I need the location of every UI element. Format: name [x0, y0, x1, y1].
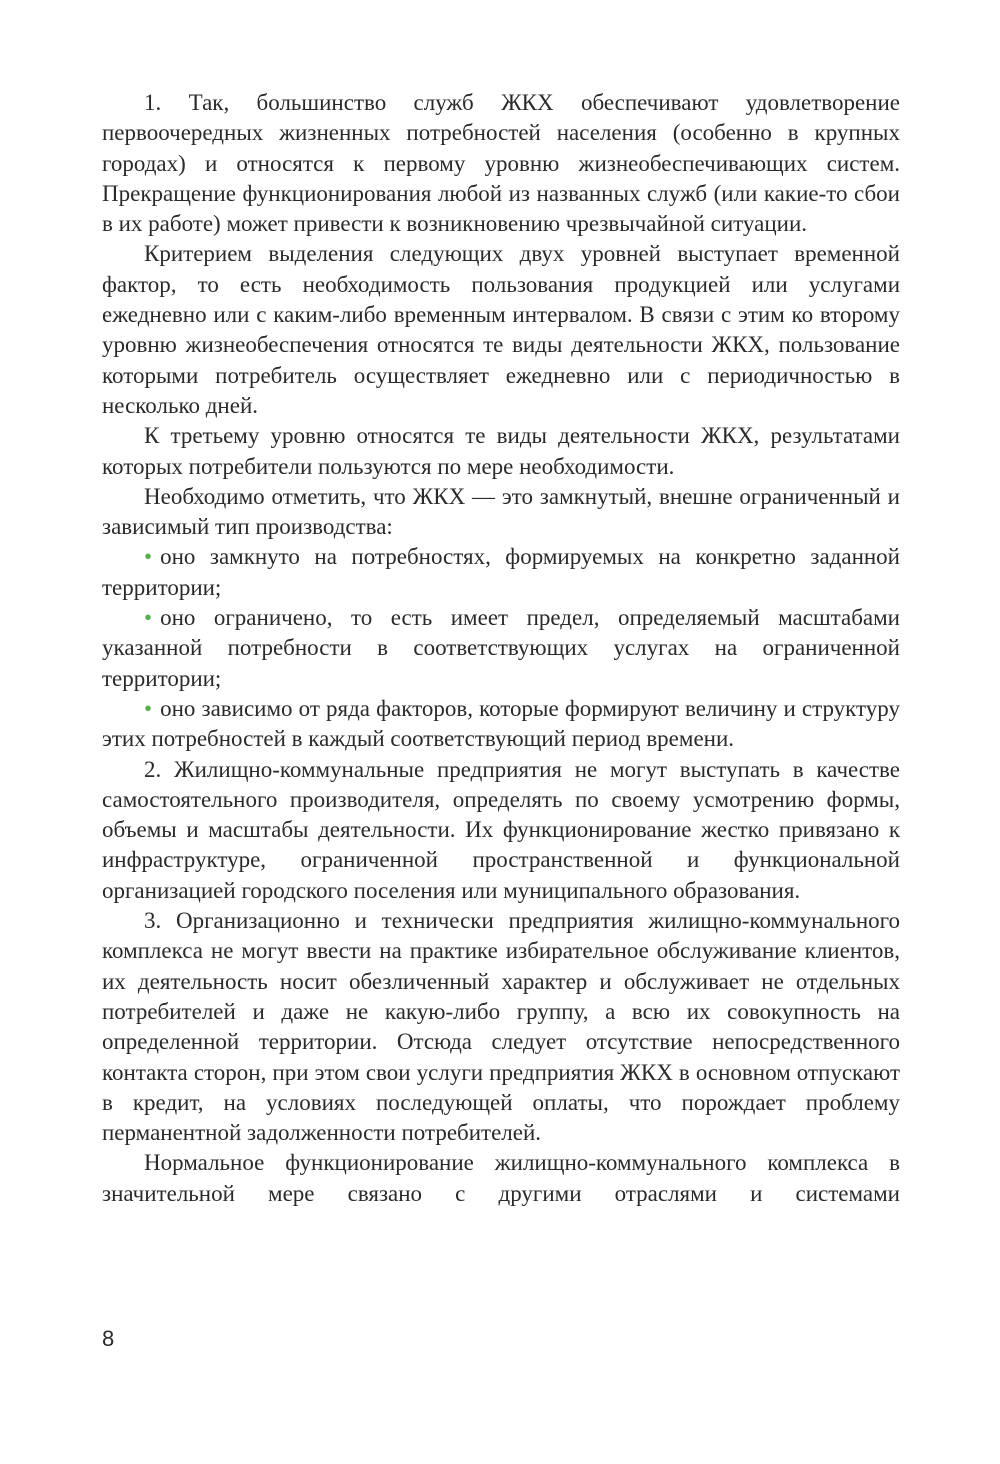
- bullet-icon: •: [144, 695, 153, 721]
- paragraph-2: Критерием выделения следующих двух уровней выступает временной фактор, то есть необходимость пользования продукцией или услугами ежедневно или с каким-либо временным интервалом. В связи с этим ко второму уровню жизнеобеспечения относятся те виды деятельности ЖКХ, пользование которыми потребитель осуществляет ежедневно или с периодичностью в несколько дней.: [102, 241, 900, 418]
- paragraph-5: 2. Жилищно-коммунальные предприятия не могут выступать в качестве самостоятельного производителя, определять по своему усмотрению формы, объемы и масштабы деятельности. Их функционирование жестко привязано к инфраструктуре, ограниченной пространственной и функциональной организацией городского поселения или муниципального образования.: [102, 756, 900, 903]
- paragraph-1: 1. Так, большинство служб ЖКХ обеспечивают удовлетворение первоочередных жизненных потребностей населения (особенно в крупных городах) и относятся к первому уровню жизнеобеспечивающих систем. Прекращение функционирования любой из названных служб (или какие-то сбои в их работе) может привести к возникновению чрезвычайной ситуации.: [102, 90, 900, 237]
- bullet-text-3: оно зависимо от ряда факторов, которые формируют величину и структуру этих потребностей в каждый соответствующий период времени.: [102, 695, 900, 752]
- paragraph-4: Необходимо отметить, что ЖКХ — это замкнутый, внешне ограниченный и зависимый тип производства:: [102, 483, 900, 540]
- bullet-item-1: [102, 542, 900, 603]
- body-text: [102, 88, 900, 1209]
- paragraph-3: К третьему уровню относятся те виды деятельности ЖКХ, результатами которых потребители пользуются по мере необходимости.: [102, 423, 900, 479]
- page-number: 8: [102, 1326, 115, 1351]
- bullet-icon: •: [144, 544, 153, 570]
- bullet-text-2: оно ограничено, то есть имеет предел, определяемый масштабами указанной потребности в соответствующих услугах на ограниченной территории;: [102, 605, 900, 691]
- paragraph-6: 3. Организационно и технически предприятия жилищно-коммунального комплекса не могут ввести на практике избирательное обслуживание клиентов, их деятельность носит обезличенный характер и обслуживает не отдельных потребителей и даже не какую-либо группу, а всю их совокупность на определенной территории. Отсюда следует отсутствие непосредственного контакта сторон, при этом свои услуги предприятия ЖКХ в основном отпускают в кредит, на условиях последующей оплаты, что порождает проблему перманентной задолженности потребителей.: [102, 908, 900, 1146]
- bullet-item-3: [102, 694, 900, 755]
- bullet-icon: •: [144, 605, 153, 631]
- bullet-text-1: оно замкнуто на потребностях, формируемых на конкретно заданной территории;: [102, 544, 900, 600]
- bullet-item-2: [102, 603, 900, 694]
- paragraph-7: Нормальное функционирование жилищно-коммунального комплекса в значительной мере связано с другими отраслями и системами: [102, 1150, 900, 1206]
